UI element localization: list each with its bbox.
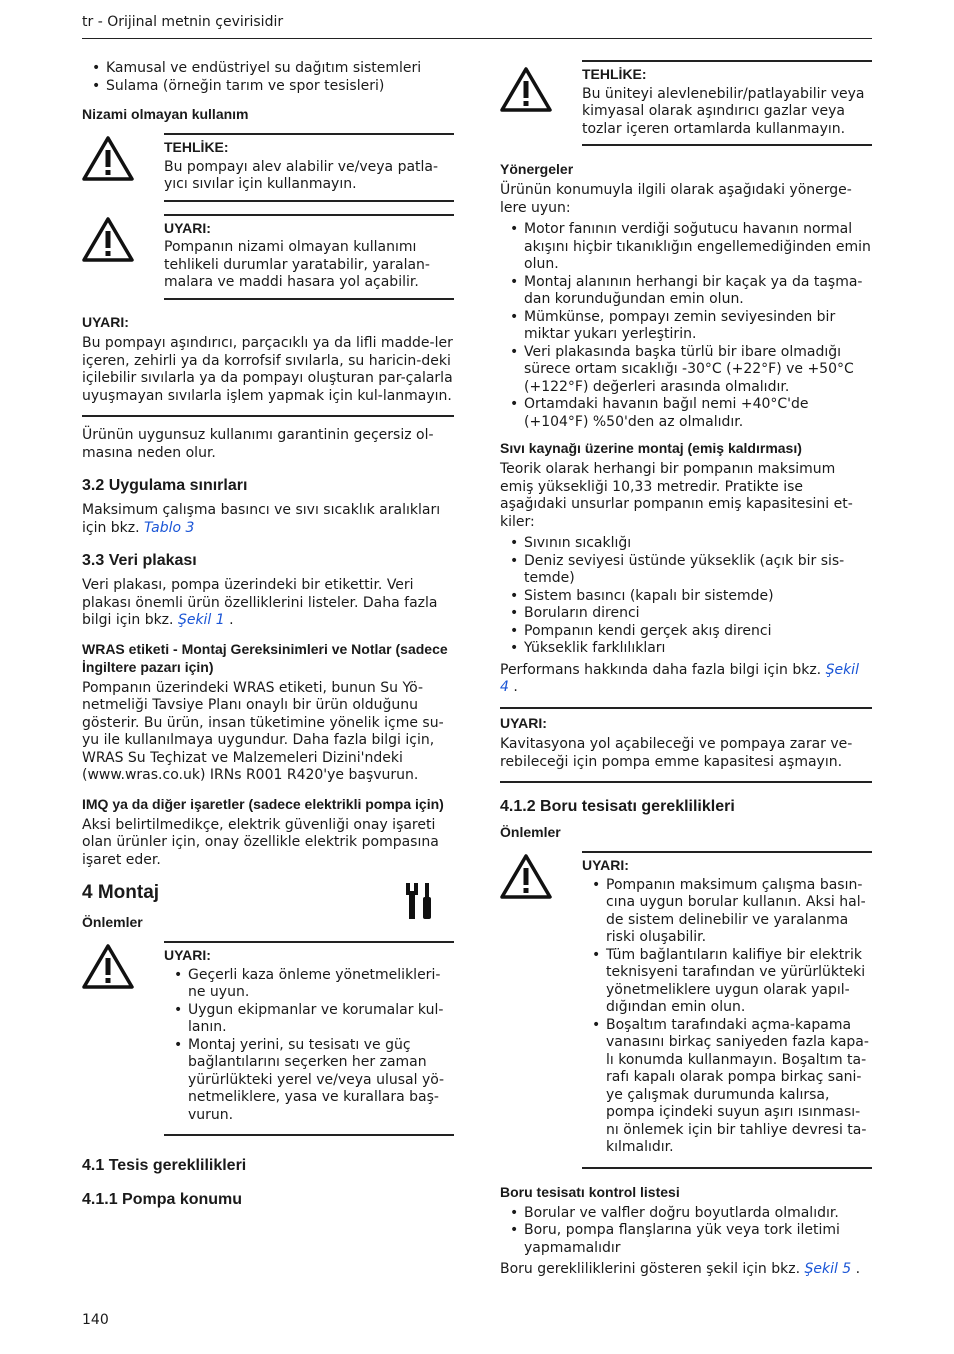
precautions-heading: Önlemler xyxy=(500,824,561,840)
warning-plain-box xyxy=(82,314,454,418)
warning-tag: UYARI: xyxy=(164,947,211,963)
piping-figure-text: Boru gerekliliklerini gösteren şekil için bkz. Şekil 5 . xyxy=(500,1261,861,1277)
warning-tag: UYARI: xyxy=(500,714,547,731)
warning-tag: UYARI: xyxy=(82,313,129,330)
danger-text: Bu pompayı alev alabilir ve/veya patla-yıcı sıvılar için kullanmayın. xyxy=(164,158,439,192)
list-item: • Borular ve valfler doğru boyutlarda olmalıdır. xyxy=(500,1205,872,1223)
warning-triangle-icon xyxy=(82,943,134,989)
list-item: • Boru, pompa flanşlarına yük veya tork iletimi yapmamalıdır xyxy=(500,1222,872,1257)
list-item: • Pompanın maksimum çalışma basın-cına uygun borular kullanın. Aksi hal-de sistem delinebilir ve yaralanma riski oluşabilir. xyxy=(582,877,872,947)
precautions-heading: Önlemler xyxy=(82,914,143,930)
guidelines-list xyxy=(500,221,872,431)
warning-tag: UYARI: xyxy=(582,857,629,873)
list-item: • Montaj alanının herhangi bir kaçak ya da taşma-dan korunduğundan emin olun. xyxy=(500,274,872,309)
wras-heading: WRAS etiketi - Montaj Gereksinimleri ve Notlar (sadece İngiltere pazarı için) xyxy=(82,640,448,675)
section-4-1-1-title: 4.1.1 Pompa konumu xyxy=(82,1191,243,1208)
list-item: • Montaj yerini, su tesisatı ve güç bağlantılarını seçerken her zaman yürürlükteki yerel ve/veya ulusal yö-netmeliklere, yasa ve kurallara baş-vurun. xyxy=(164,1037,454,1125)
figure-5-link[interactable]: Şekil 5 xyxy=(804,1261,852,1277)
list-item: • Sistem basıncı (kapalı bir sistemde) xyxy=(500,588,872,606)
warning-list xyxy=(582,877,872,1157)
suction-intro: Teorik olarak herhangi bir pompanın maksimum emiş yüksekliği 10,33 metredir. Pratikte ise aşağıdaki unsurlar pompanın emiş kapasitesini et-kiler: xyxy=(500,461,853,530)
page-number: 140 xyxy=(82,1312,109,1328)
section-3-3-title: 3.3 Veri plakası xyxy=(82,552,197,569)
warning-plain-box xyxy=(500,707,872,784)
danger-box xyxy=(164,133,454,202)
danger-tag: TEHLİKE: xyxy=(164,139,229,155)
list-item: • Pompanın kendi gerçek akış direnci xyxy=(500,623,872,641)
figure-1-link[interactable]: Şekil 1 xyxy=(177,612,225,628)
list-item: • Tüm bağlantıların kalifiye bir elektrik teknisyeni tarafından ve yürürlükteki yönetmeliklere uygun olarak yapıl-dığından emin olun. xyxy=(582,947,872,1017)
chapter-4-title: 4 Montaj xyxy=(82,882,160,903)
section-3-2-title: 3.2 Uygulama sınırları xyxy=(82,477,248,494)
table-3-link[interactable]: Tablo 3 xyxy=(144,519,195,536)
list-item: • Motor fanının verdiği soğutucu havanın normal akışını hiçbir tıkanıklığın engellemediğinden emin olun. xyxy=(500,221,872,274)
checklist-heading: Boru tesisatı kontrol listesi xyxy=(500,1183,680,1200)
warning-text: Bu pompayı aşındırıcı, parçacıklı ya da lifli madde-ler içeren, zehirli ya da korrofsif sıvılarla, su haricin-deki içilebilir sıvılarla ya da pompayı oluşturan par-çalarla uyuşmayan sıvılarla işlem yapmak için kul-lanmayın. xyxy=(82,335,453,404)
warning-notice xyxy=(82,210,454,306)
checklist xyxy=(500,1205,872,1258)
list-item: • Geçerli kaza önleme yönetmelikleri-ne uyun. xyxy=(164,967,454,1002)
guidelines-intro: Ürünün konumuyla ilgili olarak aşağıdaki yönerge-lere uyun: xyxy=(500,182,852,216)
section-4-1-title: 4.1 Tesis gereklilikleri xyxy=(82,1157,247,1174)
warning-triangle-icon xyxy=(500,66,552,112)
list-item: • Veri plakasında başka türlü bir ibare olmadığı sürece ortam sıcaklığı -30°C (+22°F) ve +50°C (+122°F) değerleri arasında olmalıdır. xyxy=(500,344,872,397)
usage-list xyxy=(82,60,454,95)
warning-triangle-icon xyxy=(82,216,134,262)
warning-text: Kavitasyona yol açabileceği ve pompaya zarar ve-rebileceği için pompa emme kapasitesi aşmayın. xyxy=(500,736,853,770)
list-item: • Deniz seviyesi üstünde yükseklik (açık bir sis-temde) xyxy=(500,553,872,588)
warning-box xyxy=(164,941,454,1136)
list-item: • Yükseklik farklılıkları xyxy=(500,640,872,658)
tools-icon xyxy=(400,881,436,921)
warning-notice xyxy=(82,937,454,1142)
warning-triangle-icon xyxy=(500,853,552,899)
warranty-text: Ürünün uygunsuz kullanımı garantinin geçersiz ol-masına neden olur. xyxy=(82,427,434,461)
warning-box xyxy=(164,214,454,300)
danger-notice xyxy=(82,129,454,208)
warning-text: Pompanın nizami olmayan kullanımı tehlikeli durumlar yaratabilir, yaralan-malara ve maddi hasara yol açabilir. xyxy=(164,239,430,290)
suction-heading: Sıvı kaynağı üzerine montaj (emiş kaldırması) xyxy=(500,440,802,456)
list-item: • Kamusal ve endüstriyel su dağıtım sistemleri xyxy=(82,60,454,78)
wras-text: Pompanın üzerindeki WRAS etiketi, bunun Su Yö-netmeliği Tavsiye Planı onaylı bir ürün olduğunu gösterir. Bu ürün, insan tüketimine yönelik içme su-yu ile kullanılmaya uygundur. Daha fazla bilgi için, WRAS Su Teçhizat ve Malzemeleri Dizini'ndeki (www.wras.co.uk) IRNs R001 R420'ye başvurun. xyxy=(82,679,444,783)
danger-box xyxy=(582,60,872,146)
imq-text: Aksi belirtilmedikçe, elektrik güvenliği onay işareti olan ürünler için, onay özellikle elektrik pompasına işaret eder. xyxy=(82,816,439,868)
danger-tag: TEHLİKE: xyxy=(582,66,647,82)
right-column xyxy=(500,60,872,1285)
warning-box xyxy=(582,851,872,1169)
left-column xyxy=(82,60,454,1216)
header-divider xyxy=(82,38,872,39)
figure-4-link[interactable]: Şekil 4 xyxy=(500,661,859,695)
list-item: • Sulama (örneğin tarım ve spor tesisleri) xyxy=(82,78,454,96)
suction-factors-list xyxy=(500,535,872,658)
guidelines-heading: Yönergeler xyxy=(500,161,574,177)
list-item: • Uygun ekipmanlar ve korumalar kul-lanın. xyxy=(164,1002,454,1037)
section-4-1-2-title: 4.1.2 Boru tesisatı gereklilikleri xyxy=(500,798,735,815)
list-item: • Sıvının sıcaklığı xyxy=(500,535,872,553)
performance-text: Performans hakkında daha fazla bilgi için bkz. Şekil 4 . xyxy=(500,661,859,695)
section-3-2-text: Maksimum çalışma basıncı ve sıvı sıcaklık aralıkları için bkz. Tablo 3 xyxy=(82,502,441,536)
list-item: • Mümkünse, pompayı zemin seviyesinden bir miktar yukarı yerleştirin. xyxy=(500,309,872,344)
warning-triangle-icon xyxy=(82,135,134,181)
list-item: • Boşaltım tarafındaki açma-kapama vanasını birkaç saniyeden fazla kapa-lı konumda kullanmayın. Boşaltım ta-rafı kapalı olarak pompa birkaç sani-ye çalışmak durumunda kalırsa, pompa içindeki suyun aşırı ısınması-nı önlemek için bir tahliye devresi ta-kılmalıdır. xyxy=(582,1017,872,1157)
page-header: tr - Orijinal metnin çevirisidir xyxy=(82,14,284,30)
danger-text: Bu üniteyi alevlenebilir/patlayabilir veya kimyasal olarak aşındırıcı gazlar veya tozlar içeren ortamlarda kullanmayın. xyxy=(582,85,865,137)
warning-notice xyxy=(500,847,872,1175)
section-3-3-text: Veri plakası, pompa üzerindeki bir etikettir. Veri plakası önemli ürün özelliklerini listeler. Daha fazla bilgi için bkz. Şekil 1 . xyxy=(82,577,438,628)
chapter-4-header xyxy=(82,881,454,931)
list-item: • Ortamdaki havanın bağıl nemi +40°C'de (+104°F) %50'den az olmalıdır. xyxy=(500,396,872,431)
warning-list xyxy=(164,967,454,1125)
danger-notice xyxy=(500,60,872,152)
imq-heading: IMQ ya da diğer işaretler (sadece elektrikli pompa için) xyxy=(82,795,444,812)
warning-tag: UYARI: xyxy=(164,219,211,236)
misuse-heading: Nizami olmayan kullanım xyxy=(82,106,249,122)
list-item: • Boruların direnci xyxy=(500,605,872,623)
